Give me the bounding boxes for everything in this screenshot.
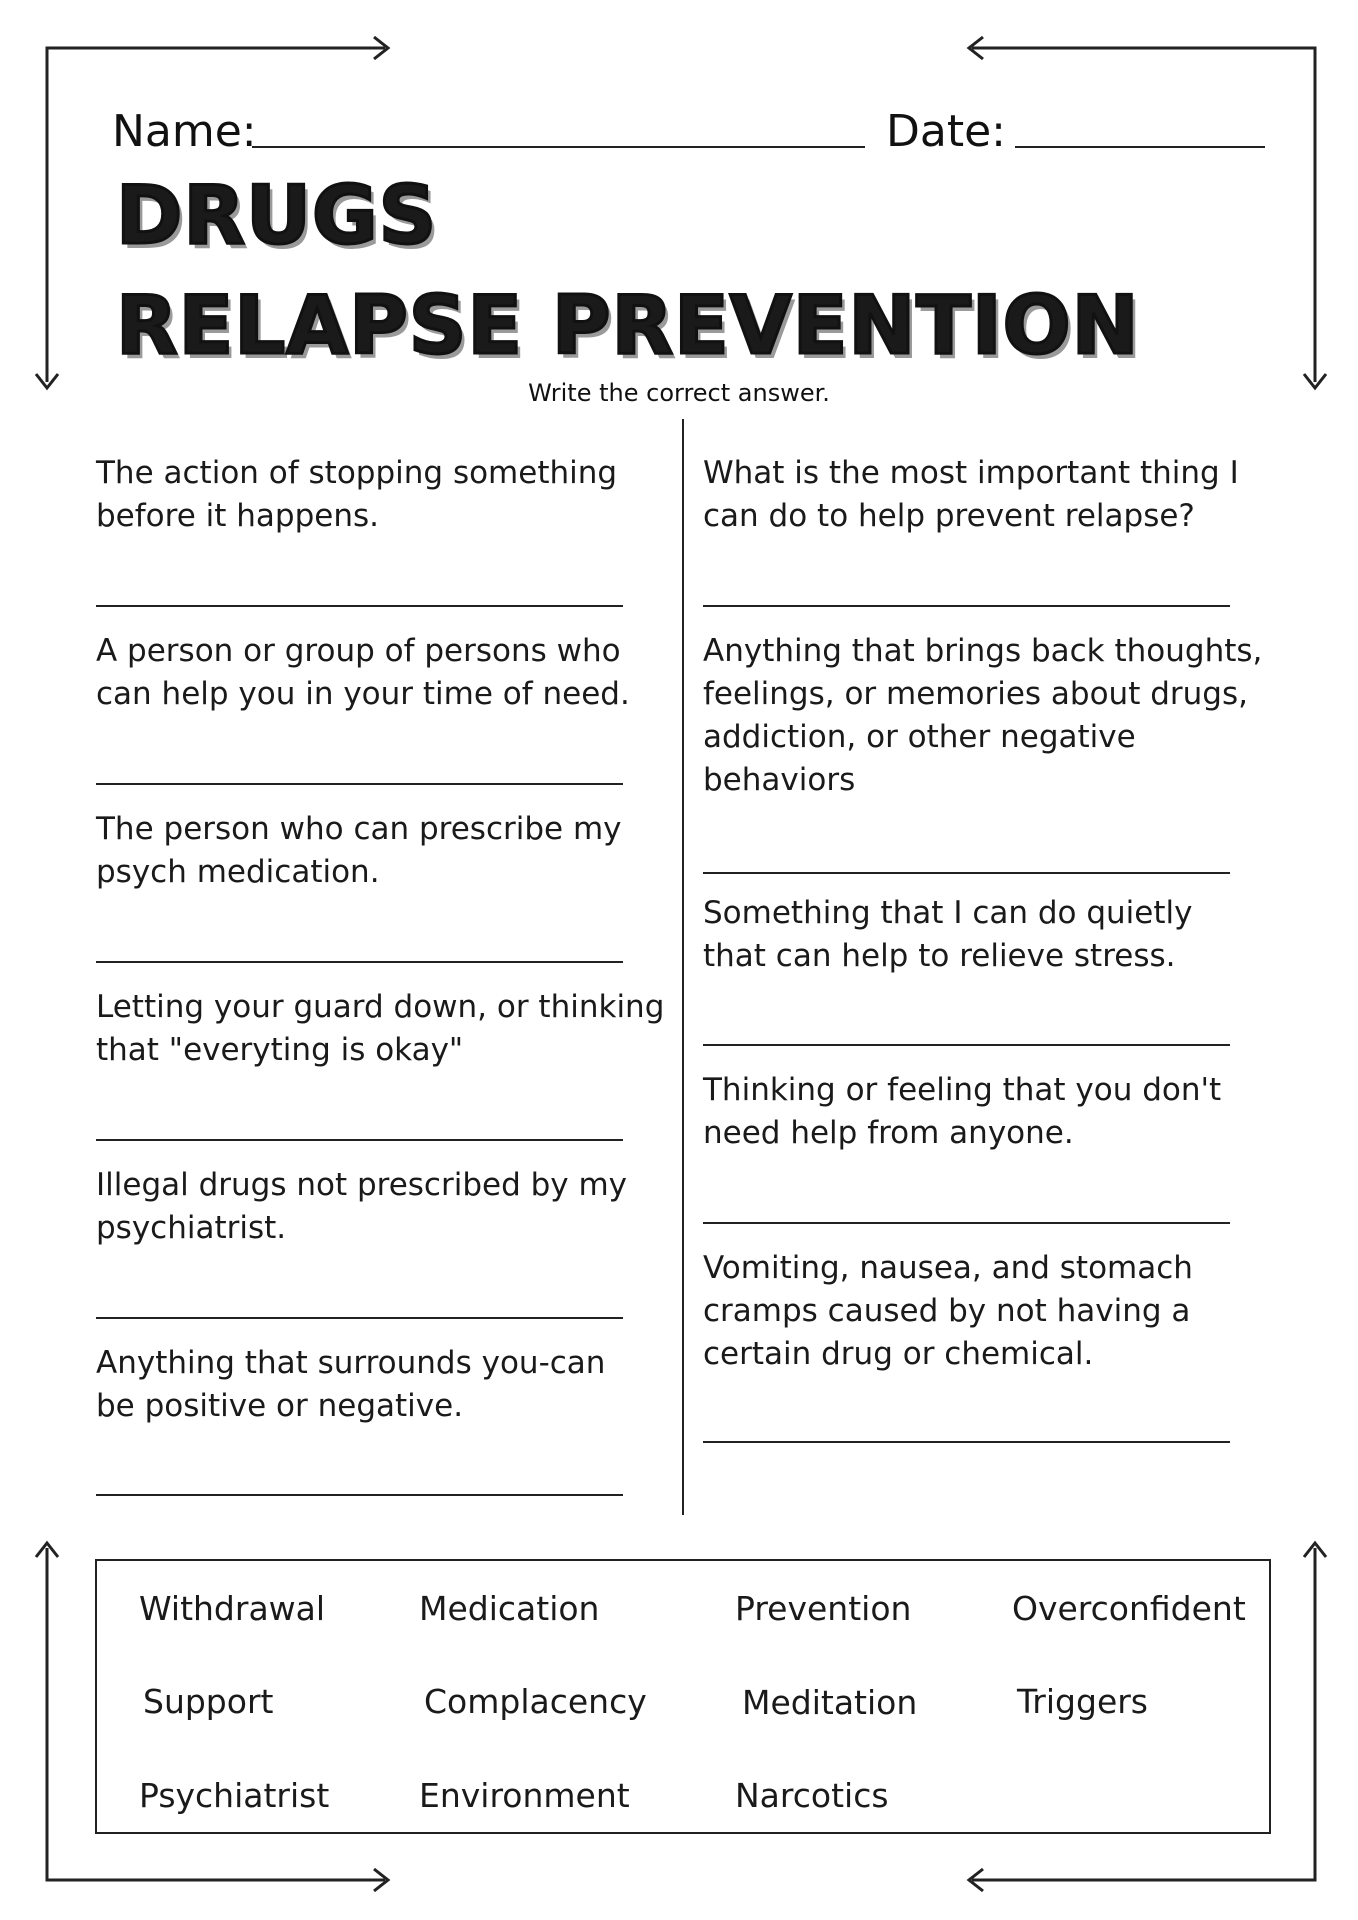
question-right-1 — [703, 452, 1239, 538]
question-text: that "everyting is okay" — [96, 1032, 464, 1068]
answer-line-right-4[interactable] — [703, 1222, 1230, 1224]
question-left-6 — [96, 1342, 605, 1428]
question-text: What is the most important thing I — [703, 455, 1239, 491]
question-left-3 — [96, 808, 622, 894]
answer-line-left-4[interactable] — [96, 1139, 623, 1141]
word-bank-item: Triggers — [1017, 1682, 1149, 1721]
question-text: feelings, or memories about drugs, — [703, 676, 1248, 712]
question-text: behaviors — [703, 762, 856, 798]
question-text: The person who can prescribe my — [96, 811, 622, 847]
answer-line-right-5[interactable] — [703, 1441, 1230, 1443]
question-left-2 — [96, 630, 630, 716]
answer-line-right-1[interactable] — [703, 605, 1230, 607]
word-bank-item: Meditation — [742, 1683, 918, 1722]
answer-line-left-2[interactable] — [96, 783, 623, 785]
question-left-1 — [96, 452, 617, 538]
question-text: certain drug or chemical. — [703, 1336, 1094, 1372]
question-left-5 — [96, 1164, 627, 1250]
answer-line-right-2[interactable] — [703, 872, 1230, 874]
question-text: Anything that surrounds you-can — [96, 1345, 606, 1381]
question-left-4 — [96, 986, 664, 1072]
question-right-5 — [703, 1247, 1193, 1376]
question-text: Letting your guard down, or thinking — [96, 989, 665, 1025]
question-text: addiction, or other negative — [703, 719, 1136, 755]
answer-line-right-3[interactable] — [703, 1044, 1230, 1046]
word-bank-item: Psychiatrist — [139, 1776, 330, 1815]
question-text: A person or group of persons who — [96, 633, 621, 669]
question-right-3 — [703, 892, 1192, 978]
question-text: can help you in your time of need. — [96, 676, 630, 712]
question-text: need help from anyone. — [703, 1115, 1074, 1151]
word-bank-item: Withdrawal — [139, 1589, 326, 1628]
word-bank-item: Environment — [419, 1776, 630, 1815]
question-text: be positive or negative. — [96, 1388, 464, 1424]
title-line-1: DRUGS — [116, 169, 438, 262]
instructions: Write the correct answer. — [528, 379, 830, 407]
word-bank-item: Complacency — [424, 1682, 647, 1721]
word-bank-item: Medication — [419, 1589, 600, 1628]
question-text: Vomiting, nausea, and stomach — [703, 1250, 1193, 1286]
word-bank-item: Narcotics — [735, 1776, 889, 1815]
name-label: Name: — [112, 106, 257, 157]
answer-line-left-3[interactable] — [96, 961, 623, 963]
question-text: psychiatrist. — [96, 1210, 287, 1246]
question-text: Illegal drugs not prescribed by my — [96, 1167, 628, 1203]
question-text: before it happens. — [96, 498, 379, 534]
question-text: Thinking or feeling that you don't — [703, 1072, 1222, 1108]
date-field-line[interactable] — [1015, 146, 1265, 148]
question-text: cramps caused by not having a — [703, 1293, 1191, 1329]
word-bank-item: Overconfident — [1012, 1589, 1246, 1628]
title-line-2: RELAPSE PREVENTION — [116, 279, 1140, 372]
answer-line-left-5[interactable] — [96, 1317, 623, 1319]
answer-line-left-6[interactable] — [96, 1494, 623, 1496]
question-text: that can help to relieve stress. — [703, 938, 1176, 974]
word-bank-item: Prevention — [735, 1589, 912, 1628]
word-bank-item: Support — [143, 1682, 274, 1721]
question-right-2 — [703, 630, 1262, 802]
date-label: Date: — [886, 106, 1006, 157]
name-field-line[interactable] — [252, 146, 865, 148]
word-bank — [95, 1559, 1271, 1834]
answer-line-left-1[interactable] — [96, 605, 623, 607]
question-text: The action of stopping something — [96, 455, 618, 491]
question-text: Anything that brings back thoughts, — [703, 633, 1263, 669]
question-right-4 — [703, 1069, 1221, 1155]
question-text: Something that I can do quietly — [703, 895, 1193, 931]
column-divider — [682, 419, 684, 1515]
question-text: psych medication. — [96, 854, 380, 890]
question-text: can do to help prevent relapse? — [703, 498, 1195, 534]
